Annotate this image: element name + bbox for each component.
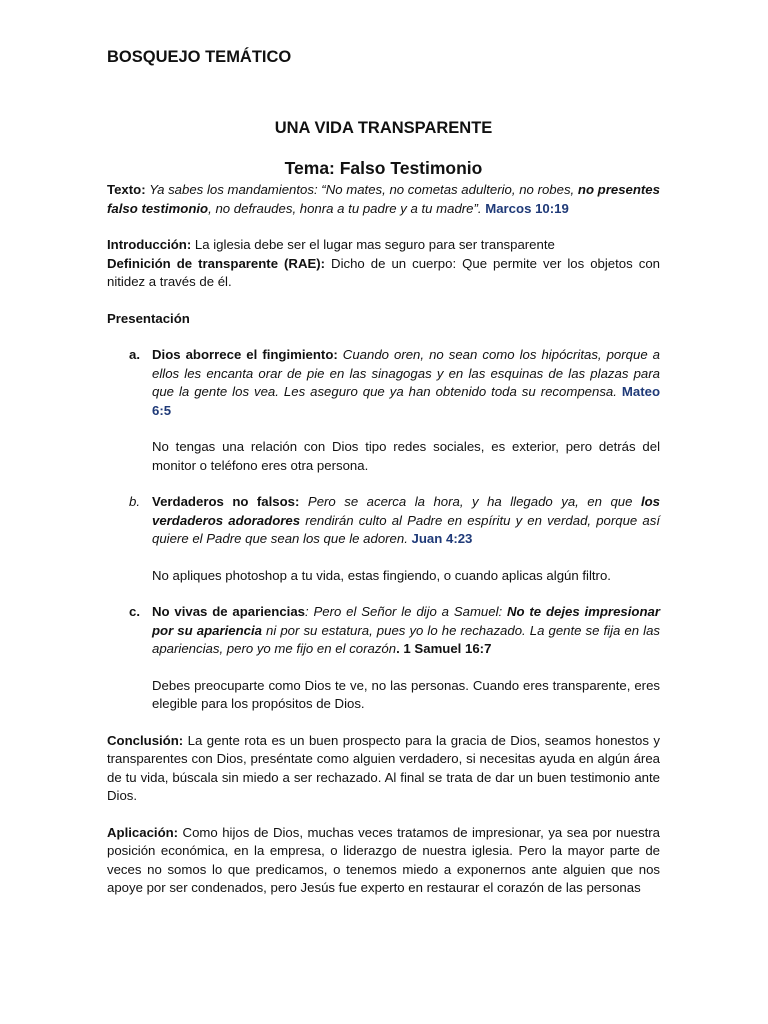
aplicacion-paragraph bbox=[107, 824, 660, 898]
point-b-quote-part1: Pero se acerca la hora, y ha llegado ya, en que bbox=[299, 494, 641, 509]
conclusion-paragraph bbox=[107, 732, 660, 806]
texto-quote-part1: Ya sabes los mandamientos: “No mates, no cometas adulterio, no robes, bbox=[149, 182, 578, 197]
point-c-quote-bold: No te dejes impresionar por su apariencia bbox=[152, 604, 660, 638]
aplicacion-label: Aplicación: bbox=[107, 824, 179, 840]
definicion-label: Definición de transparente (RAE): bbox=[107, 255, 326, 271]
point-b-heading: Verdaderos no falsos: bbox=[152, 494, 300, 509]
document-page bbox=[107, 48, 660, 898]
introduccion-text: La iglesia debe ser el lugar mas seguro para ser transparente bbox=[191, 237, 555, 252]
document-title: UNA VIDA TRANSPARENTE bbox=[274, 119, 493, 137]
texto-paragraph bbox=[107, 181, 660, 218]
conclusion-label: Conclusión: bbox=[107, 732, 184, 748]
definicion-text: Dicho de un cuerpo: Que permite ver los objetos con nitidez a través de él. bbox=[107, 255, 660, 289]
point-b-comment: No apliques photoshop a tu vida, estas fingiendo, o cuando aplicas algún filtro. bbox=[152, 567, 611, 583]
point-c-comment: Debes preocuparte como Dios te ve, no las personas. Cuando eres transparente, eres elegible para los propósitos de Dios. bbox=[152, 677, 660, 711]
texto-label: Texto: bbox=[107, 182, 146, 197]
introduccion-label: Introducción: bbox=[107, 237, 192, 252]
point-b-quote-part2: rendirán culto al Padre en espíritu y en verdad, porque así quiere el Padre que sean los que le adoren. bbox=[152, 512, 660, 546]
texto-quote-bold: no presentes falso testimonio bbox=[107, 182, 660, 216]
point-a-reference: Mateo 6:5 bbox=[152, 384, 661, 418]
point-b-quote-bold: los verdaderos adoradores bbox=[152, 494, 660, 528]
document-subtitle: Tema: Falso Testimonio bbox=[284, 158, 483, 178]
texto-quote-part2: , no defraudes, honra a tu padre y a tu madre”. bbox=[208, 200, 486, 216]
point-b-reference: Juan 4:23 bbox=[407, 531, 473, 546]
texto-reference: Marcos 10:19 bbox=[485, 200, 569, 216]
point-c-colon: : bbox=[305, 604, 309, 619]
point-c bbox=[107, 603, 660, 659]
point-c-heading: No vivas de apariencias bbox=[152, 604, 305, 619]
introduccion-paragraph bbox=[107, 236, 660, 255]
point-c-quote-part1: Pero el Señor le dijo a Samuel: bbox=[308, 604, 508, 619]
point-a-comment: No tengas una relación con Dios tipo redes sociales, es exterior, pero detrás del monitor o teléfono eres otra persona. bbox=[152, 439, 660, 473]
point-c-marker: c. bbox=[129, 604, 140, 619]
document-label: BOSQUEJO TEMÁTICO bbox=[107, 48, 292, 66]
aplicacion-text: Como hijos de Dios, muchas veces tratamos de impresionar, ya sea por nuestra posición económica, en la empresa, o liderazgo de nuestra iglesia. Pero la mayor parte de veces no somos lo que predicamos, o tenemos miedo a exponernos ante alguien que nos apoye por ser condenados, pero Jesús fue experto en restaurar el corazón de las personas bbox=[107, 824, 660, 895]
point-a-heading: Dios aborrece el fingimiento: bbox=[152, 347, 338, 362]
point-c-quote-part2: ni por su estatura, pues yo lo he rechazado. La gente se fija en las apariencias, pero yo me fijo en el corazón bbox=[152, 622, 661, 656]
point-b-marker: b. bbox=[129, 494, 140, 509]
point-a-quote: Cuando oren, no sean como los hipócritas, porque a ellos les encanta orar de pie en las sinagogas y en las esquinas de las plazas para que la gente los vea. Les aseguro que ya han obtenido toda su recompensa. bbox=[152, 347, 660, 399]
definicion-paragraph bbox=[107, 255, 660, 292]
conclusion-text: La gente rota es un buen prospecto para la gracia de Dios, seamos honestos y transparentes con Dios, preséntate como alguien verdadero, si necesitas ayuda en algún área de tu vida, búscala sin miedo a ser rechazado. Al final se trata de dar un buen testimonio ante Dios. bbox=[107, 732, 660, 803]
point-a-marker: a. bbox=[129, 347, 140, 362]
presentacion-heading: Presentación bbox=[107, 310, 190, 326]
point-b bbox=[107, 493, 660, 549]
point-c-reference: . 1 Samuel 16:7 bbox=[396, 641, 492, 656]
point-a bbox=[107, 346, 660, 420]
